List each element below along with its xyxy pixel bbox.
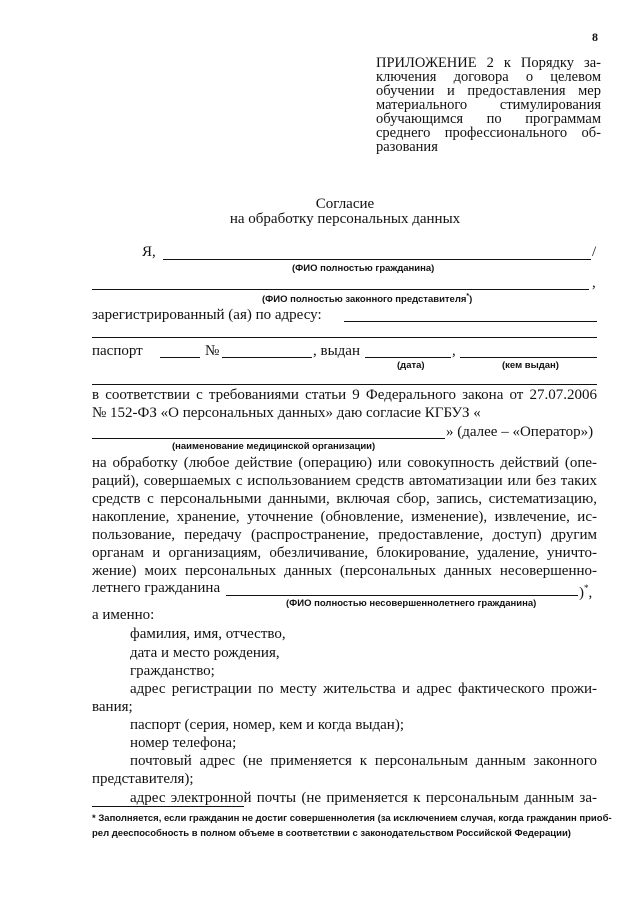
appendix-line: материального стимулирования	[376, 97, 601, 113]
list-item: почтовый адрес (не применяется к персональным данным законного	[130, 753, 597, 769]
issuer-field[interactable]	[460, 357, 597, 358]
consent-line: на обработку (любое действие (операцию) или совокупность действий (опе-	[92, 455, 597, 471]
consent-line: жение) моих персональных данных (персональных данных несовершенно-	[92, 563, 597, 579]
number-label: №	[205, 343, 220, 359]
issue-date-field[interactable]	[365, 357, 451, 358]
issuer-caption: (кем выдан)	[502, 360, 559, 371]
comma: ,	[452, 343, 456, 359]
list-item-cont: вания;	[92, 699, 133, 715]
footnote-line: рел дееспособность в полном объеме в соответствии с законодательством Российской Федерации)	[92, 828, 571, 839]
page-number: 8	[592, 30, 598, 44]
issuer-field-line2[interactable]	[92, 384, 597, 385]
consent-line: раций), совершаемых с использованием средств автоматизации или без таких	[92, 473, 597, 489]
minor-fio-field[interactable]	[226, 595, 578, 596]
operator-suffix: » (далее – «Оператор»)	[446, 424, 594, 440]
list-item: паспорт (серия, номер, кем и когда выдан);	[130, 717, 404, 733]
appendix-line: ПРИЛОЖЕНИЕ 2 к Порядку за-	[376, 55, 601, 71]
fio-caption: (ФИО полностью гражданина)	[292, 263, 435, 274]
footnote-line: * Заполняется, если гражданин не достиг совершеннолетия (за исключением случая, когда гражданин приоб-	[92, 813, 612, 824]
date-caption: (дата)	[397, 360, 425, 371]
consent-line: пользование, передачу (распространение, предоставление, доступ) другим	[92, 527, 597, 543]
citizen-fio-field[interactable]	[163, 259, 591, 260]
appendix-line: обучении и предоставления мер	[376, 83, 601, 99]
i-label: Я,	[142, 244, 156, 260]
list-item: адрес регистрации по месту жительства и адрес фактического прожи-	[130, 681, 597, 697]
consent-line: накопление, хранение, уточнение (обновление, изменение), извлечение, ис-	[92, 509, 597, 525]
consent-line: средств с персональными данными, включая сбор, запись, систематизацию,	[92, 491, 597, 507]
appendix-line: ключения договора о целевом	[376, 69, 601, 85]
document-title: Согласие	[315, 196, 375, 212]
slash: /	[592, 244, 597, 260]
list-item: номер телефона;	[130, 735, 237, 751]
passport-number-field[interactable]	[222, 357, 312, 358]
passport-label: паспорт	[92, 343, 143, 359]
comma: ,	[592, 275, 596, 291]
minor-caption: (ФИО полностью несовершеннолетнего гражданина)	[286, 598, 537, 609]
appendix-line: среднего профессионального об-	[376, 125, 601, 141]
issued-label: , выдан	[313, 343, 360, 359]
consent-line: органам и организациям, обезличивание, блокирование, удаление, уничто-	[92, 545, 597, 561]
passport-series-field[interactable]	[160, 357, 200, 358]
footnote-divider	[92, 806, 244, 807]
list-item: дата и место рождения,	[130, 645, 280, 661]
minor-label: летнего гражданина	[92, 580, 221, 596]
document-subtitle: на обработку персональных данных	[229, 211, 461, 227]
list-item: адрес электронной почты (не применяется к персональным данным за-	[130, 790, 597, 806]
namely-label: а именно:	[92, 607, 155, 623]
list-item: гражданство;	[130, 663, 215, 679]
address-field[interactable]	[344, 321, 597, 322]
list-item-cont: представителя);	[92, 771, 194, 787]
org-caption: (наименование медицинской организации)	[172, 441, 376, 452]
organization-field[interactable]	[92, 438, 445, 439]
list-item: фамилия, имя, отчество,	[130, 626, 286, 642]
registered-label: зарегистрированный (ая) по адресу:	[92, 307, 322, 323]
body-line: № 152-ФЗ «О персональных данных» даю согласие КГБУЗ «	[92, 405, 481, 421]
representative-caption: (ФИО полностью законного представителя*)	[262, 293, 473, 306]
appendix-line: разования	[376, 139, 438, 155]
representative-fio-field[interactable]	[92, 289, 589, 290]
address-field-line2[interactable]	[92, 337, 597, 338]
body-line: в соответствии с требованиями статьи 9 Федерального закона от 27.07.2006	[92, 387, 597, 403]
minor-end: )*,	[579, 583, 593, 601]
appendix-line: обучающимся по программам	[376, 111, 601, 127]
